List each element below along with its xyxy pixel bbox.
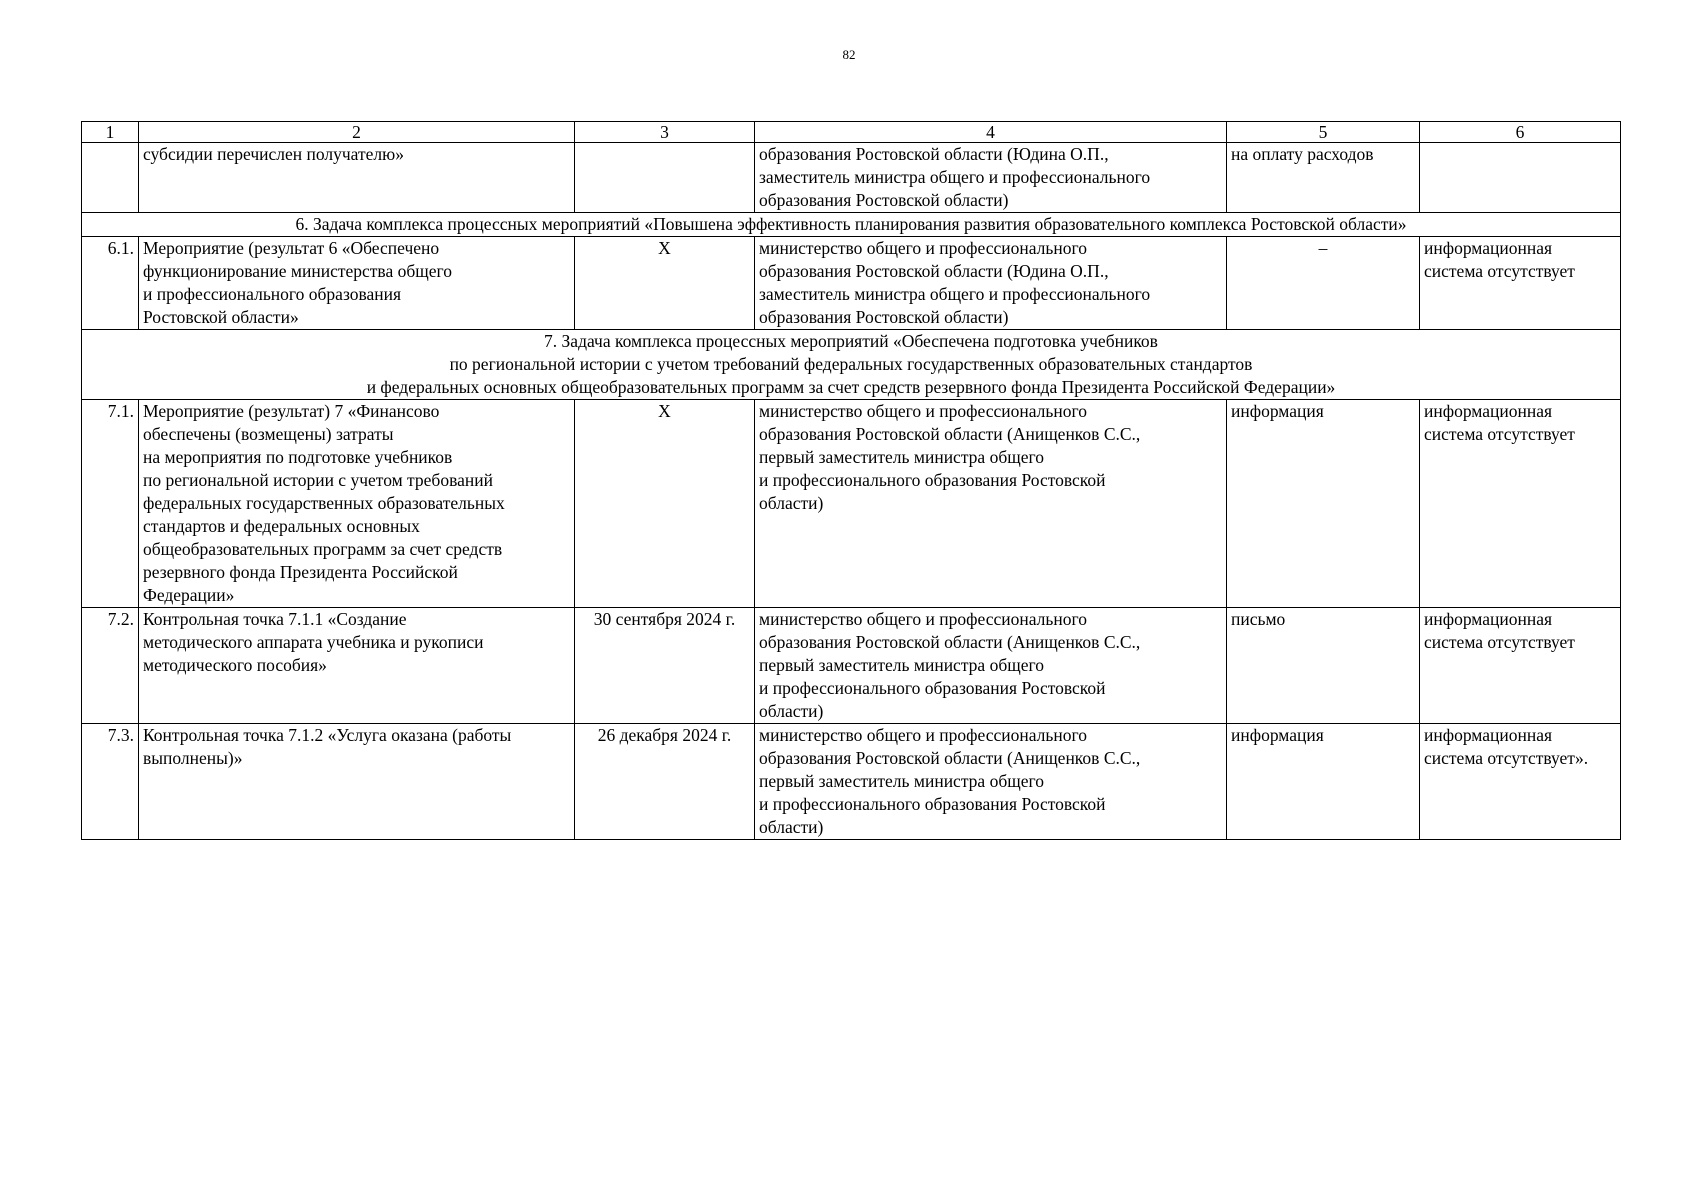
description-cell: [139, 400, 575, 608]
header-cell: 1: [82, 122, 139, 143]
section-title-line: и федеральных основных общеобразовательных программ за счет средств резервного фонда Президента Российской Федерации»: [366, 377, 1336, 397]
responsible-cell: [755, 143, 1227, 213]
responsible-line: образования Ростовской области (Юдина О.П.,: [759, 261, 1109, 281]
document-type-cell: [1227, 400, 1420, 608]
section-row: [82, 213, 1621, 237]
section-title-line: 7. Задача комплекса процессных мероприятий «Обеспечена подготовка учебников: [544, 331, 1158, 351]
description-line: и профессионального образования: [143, 284, 402, 304]
description-cell: [139, 608, 575, 724]
row-number-cell: 7.1.: [82, 400, 139, 608]
row-number-cell: 6.1.: [82, 237, 139, 330]
description-line: Контрольная точка 7.1.2 «Услуга оказана (работы: [143, 725, 512, 745]
deadline-cell: [575, 143, 755, 213]
information-system-line: система отсутствует: [1424, 424, 1575, 444]
description-line: по региональной истории с учетом требований: [143, 470, 493, 490]
document-type-cell: [1227, 143, 1420, 213]
document-type-line: письмо: [1231, 609, 1286, 629]
header-cell: 4: [755, 122, 1227, 143]
description-line: резервного фонда Президента Российской: [143, 562, 458, 582]
responsible-cell: [755, 237, 1227, 330]
document-type-line: –: [1318, 238, 1328, 258]
responsible-line: области): [759, 493, 824, 513]
responsible-line: министерство общего и профессионального: [759, 401, 1087, 421]
table-row: [82, 724, 1621, 840]
document-type-line: на оплату расходов: [1231, 144, 1374, 164]
responsible-line: образования Ростовской области (Юдина О.П.,: [759, 144, 1109, 164]
responsible-line: первый заместитель министра общего: [759, 771, 1044, 791]
description-line: Ростовской области»: [143, 307, 299, 327]
deadline-cell: 26 декабря 2024 г.: [575, 724, 755, 840]
responsible-line: заместитель министра общего и профессионального: [759, 167, 1151, 187]
description-line: методического аппарата учебника и рукописи: [143, 632, 484, 652]
description-line: функционирование министерства общего: [143, 261, 452, 281]
document-table: [81, 121, 1621, 840]
document-type-line: информация: [1231, 401, 1324, 421]
information-system-cell: [1420, 237, 1621, 330]
row-number-cell: [82, 143, 139, 213]
section-title: [82, 213, 1621, 237]
responsible-line: области): [759, 701, 824, 721]
document-type-cell: [1227, 724, 1420, 840]
section-row: [82, 330, 1621, 400]
header-cell: 3: [575, 122, 755, 143]
description-line: стандартов и федеральных основных: [143, 516, 420, 536]
description-line: Контрольная точка 7.1.1 «Создание: [143, 609, 407, 629]
row-number-cell: 7.3.: [82, 724, 139, 840]
document-type-cell: [1227, 608, 1420, 724]
table-row: [82, 143, 1621, 213]
description-cell: [139, 143, 575, 213]
responsible-cell: [755, 400, 1227, 608]
responsible-line: образования Ростовской области): [759, 307, 1009, 327]
responsible-line: образования Ростовской области (Анищенков С.С.,: [759, 632, 1141, 652]
responsible-line: министерство общего и профессионального: [759, 725, 1087, 745]
header-cell: 6: [1420, 122, 1621, 143]
responsible-line: заместитель министра общего и профессионального: [759, 284, 1151, 304]
information-system-line: информационная: [1424, 609, 1553, 629]
header-row: [82, 122, 1621, 143]
information-system-cell: [1420, 608, 1621, 724]
description-cell: [139, 237, 575, 330]
table-row: [82, 400, 1621, 608]
description-line: выполнены)»: [143, 748, 243, 768]
description-line: Мероприятие (результат 6 «Обеспечено: [143, 238, 440, 258]
responsible-line: и профессионального образования Ростовской: [759, 794, 1106, 814]
information-system-line: информационная: [1424, 238, 1553, 258]
table-row: [82, 608, 1621, 724]
description-line: общеобразовательных программ за счет средств: [143, 539, 503, 559]
description-line: Федерации»: [143, 585, 235, 605]
page-number: 82: [842, 47, 856, 62]
document-type-line: информация: [1231, 725, 1324, 745]
responsible-line: образования Ростовской области (Анищенков С.С.,: [759, 424, 1141, 444]
header-cell: 2: [139, 122, 575, 143]
information-system-cell: [1420, 724, 1621, 840]
information-system-line: система отсутствует».: [1424, 748, 1589, 768]
information-system-line: информационная: [1424, 725, 1553, 745]
responsible-line: и профессионального образования Ростовской: [759, 678, 1106, 698]
description-line: обеспечены (возмещены) затраты: [143, 424, 394, 444]
information-system-cell: [1420, 143, 1621, 213]
responsible-cell: [755, 608, 1227, 724]
responsible-line: области): [759, 817, 824, 837]
table-row: [82, 237, 1621, 330]
responsible-line: образования Ростовской области): [759, 190, 1009, 210]
information-system-line: система отсутствует: [1424, 632, 1575, 652]
deadline-cell: Х: [575, 237, 755, 330]
header-cell: 5: [1227, 122, 1420, 143]
description-line: на мероприятия по подготовке учебников: [143, 447, 453, 467]
section-title: [82, 330, 1621, 400]
responsible-cell: [755, 724, 1227, 840]
document-type-cell: [1227, 237, 1420, 330]
information-system-line: система отсутствует: [1424, 261, 1575, 281]
responsible-line: первый заместитель министра общего: [759, 655, 1044, 675]
responsible-line: министерство общего и профессионального: [759, 609, 1087, 629]
responsible-line: первый заместитель министра общего: [759, 447, 1044, 467]
deadline-cell: Х: [575, 400, 755, 608]
responsible-line: и профессионального образования Ростовской: [759, 470, 1106, 490]
description-line: субсидии перечислен получателю»: [143, 144, 404, 164]
responsible-line: министерство общего и профессионального: [759, 238, 1087, 258]
row-number-cell: 7.2.: [82, 608, 139, 724]
deadline-cell: 30 сентября 2024 г.: [575, 608, 755, 724]
description-line: методического пособия»: [143, 655, 327, 675]
description-line: федеральных государственных образовательных: [143, 493, 505, 513]
description-cell: [139, 724, 575, 840]
section-title-line: по региональной истории с учетом требований федеральных государственных образовательных стандартов: [449, 354, 1253, 374]
responsible-line: образования Ростовской области (Анищенков С.С.,: [759, 748, 1141, 768]
description-line: Мероприятие (результат) 7 «Финансово: [143, 401, 440, 421]
information-system-cell: [1420, 400, 1621, 608]
section-title-line: 6. Задача комплекса процессных мероприятий «Повышена эффективность планирования развития образовательного комплекса Ростовской области»: [295, 214, 1407, 234]
information-system-line: информационная: [1424, 401, 1553, 421]
